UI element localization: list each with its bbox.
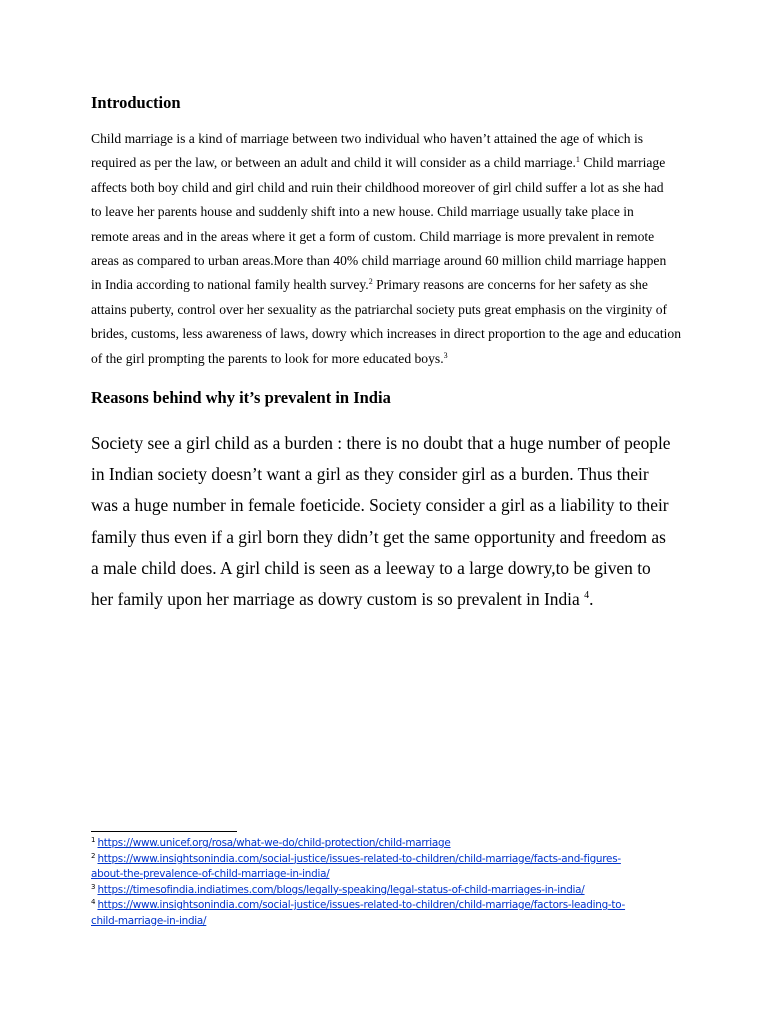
reasons-line-2: in Indian society doesn’t want a girl as they consider girl as a burden. Thus their: [91, 464, 649, 485]
footnote-number: 3: [91, 882, 96, 891]
footnote-3: [91, 883, 711, 899]
footnote-separator: [91, 831, 237, 832]
reasons-line-1: Society see a girl child as a burden : there is no doubt that a huge number of people: [91, 433, 671, 453]
reasons-end-punct: .: [589, 588, 594, 609]
reasons-heading: Reasons behind why it’s prevalent in India: [91, 388, 391, 407]
footnote-link-2-continued[interactable]: about-the-prevalence-of-child-marriage-in-india/: [91, 868, 330, 880]
intro-line-10-text: of the girl prompting the parents to look for more educated boys.: [91, 350, 444, 366]
intro-line-2: [91, 151, 691, 175]
intro-line-8: attains puberty, control over her sexuality as the patriarchal society puts great emphasis on the virginity of: [91, 301, 668, 317]
footnote-2: [91, 852, 711, 883]
footnote-number: 4: [91, 898, 96, 906]
intro-line-7-tail: Primary reasons are concerns for her safety as she: [376, 277, 648, 293]
footnote-link-4[interactable]: https://www.insightsonindia.com/social-justice/issues-related-to-children/child-marriage/factors-leading-to-: [97, 899, 626, 911]
intro-line-1: Child marriage is a kind of marriage between two individual who haven’t attained the age of which is: [91, 131, 644, 146]
footnote-4: [91, 898, 711, 929]
footnote-number: 2: [91, 851, 96, 860]
intro-line-2-text: required as per the law, or between an adult and child it will consider as a child marriage.: [91, 155, 576, 171]
intro-line-4: to leave her parents house and suddenly shift into a new house. Child marriage usually take place in: [91, 204, 634, 220]
reasons-line-4: family thus even if a girl born they didn’t get the same opportunity and freedom as: [91, 526, 666, 547]
footnote-ref-4[interactable]: 4: [584, 589, 590, 601]
footnote-ref-3[interactable]: 3: [443, 350, 448, 360]
reasons-line-5: a male child does. A girl child is seen as a leeway to a large dowry,to be given to: [91, 557, 651, 578]
footnote-link-3[interactable]: https://timesofindia.indiatimes.com/blogs/legally-speaking/legal-status-of-child-marriages-in-india/: [97, 883, 585, 896]
intro-line-6: areas as compared to urban areas.More than 40% child marriage around 60 million child marriage happen: [91, 252, 667, 268]
footnote-link-1[interactable]: https://www.unicef.org/rosa/what-we-do/child-protection/child-marriage: [97, 837, 451, 849]
intro-line-7: [91, 273, 691, 297]
intro-line-10: [91, 347, 691, 371]
reasons-line-3: was a huge number in female foeticide. Society consider a girl as a liability to their: [91, 495, 669, 516]
footnote-1: [91, 836, 711, 852]
footnote-ref-2[interactable]: 2: [368, 277, 373, 287]
reasons-line-6: [91, 584, 691, 615]
reasons-line-6-text: her family upon her marriage as dowry custom is so prevalent in India: [91, 588, 580, 609]
footnotes: [91, 836, 711, 929]
introduction-heading: Introduction: [91, 93, 181, 112]
footnote-number: 1: [91, 836, 96, 844]
intro-line-7-text: in India according to national family health survey.: [91, 277, 369, 293]
reasons-paragraph: [91, 428, 691, 615]
footnote-link-2[interactable]: https://www.insightsonindia.com/social-justice/issues-related-to-children/child-marriage/facts-and-figures-: [97, 852, 621, 865]
footnote-link-4-continued[interactable]: child-marriage-in-india/: [91, 914, 207, 927]
intro-line-2-tail: Child marriage: [583, 155, 666, 171]
footnote-ref-1[interactable]: 1: [575, 155, 580, 165]
intro-line-3: affects both boy child and girl child and ruin their childhood moreover of girl child suffer a lot as she had: [91, 179, 664, 195]
introduction-paragraph: [91, 127, 691, 371]
intro-line-5: remote areas and in the areas where it get a form of custom. Child marriage is more prevalent in remote: [91, 228, 655, 244]
intro-line-9: brides, customs, less awareness of laws, dowry which increases in direct proportion to the age and education: [91, 326, 682, 342]
